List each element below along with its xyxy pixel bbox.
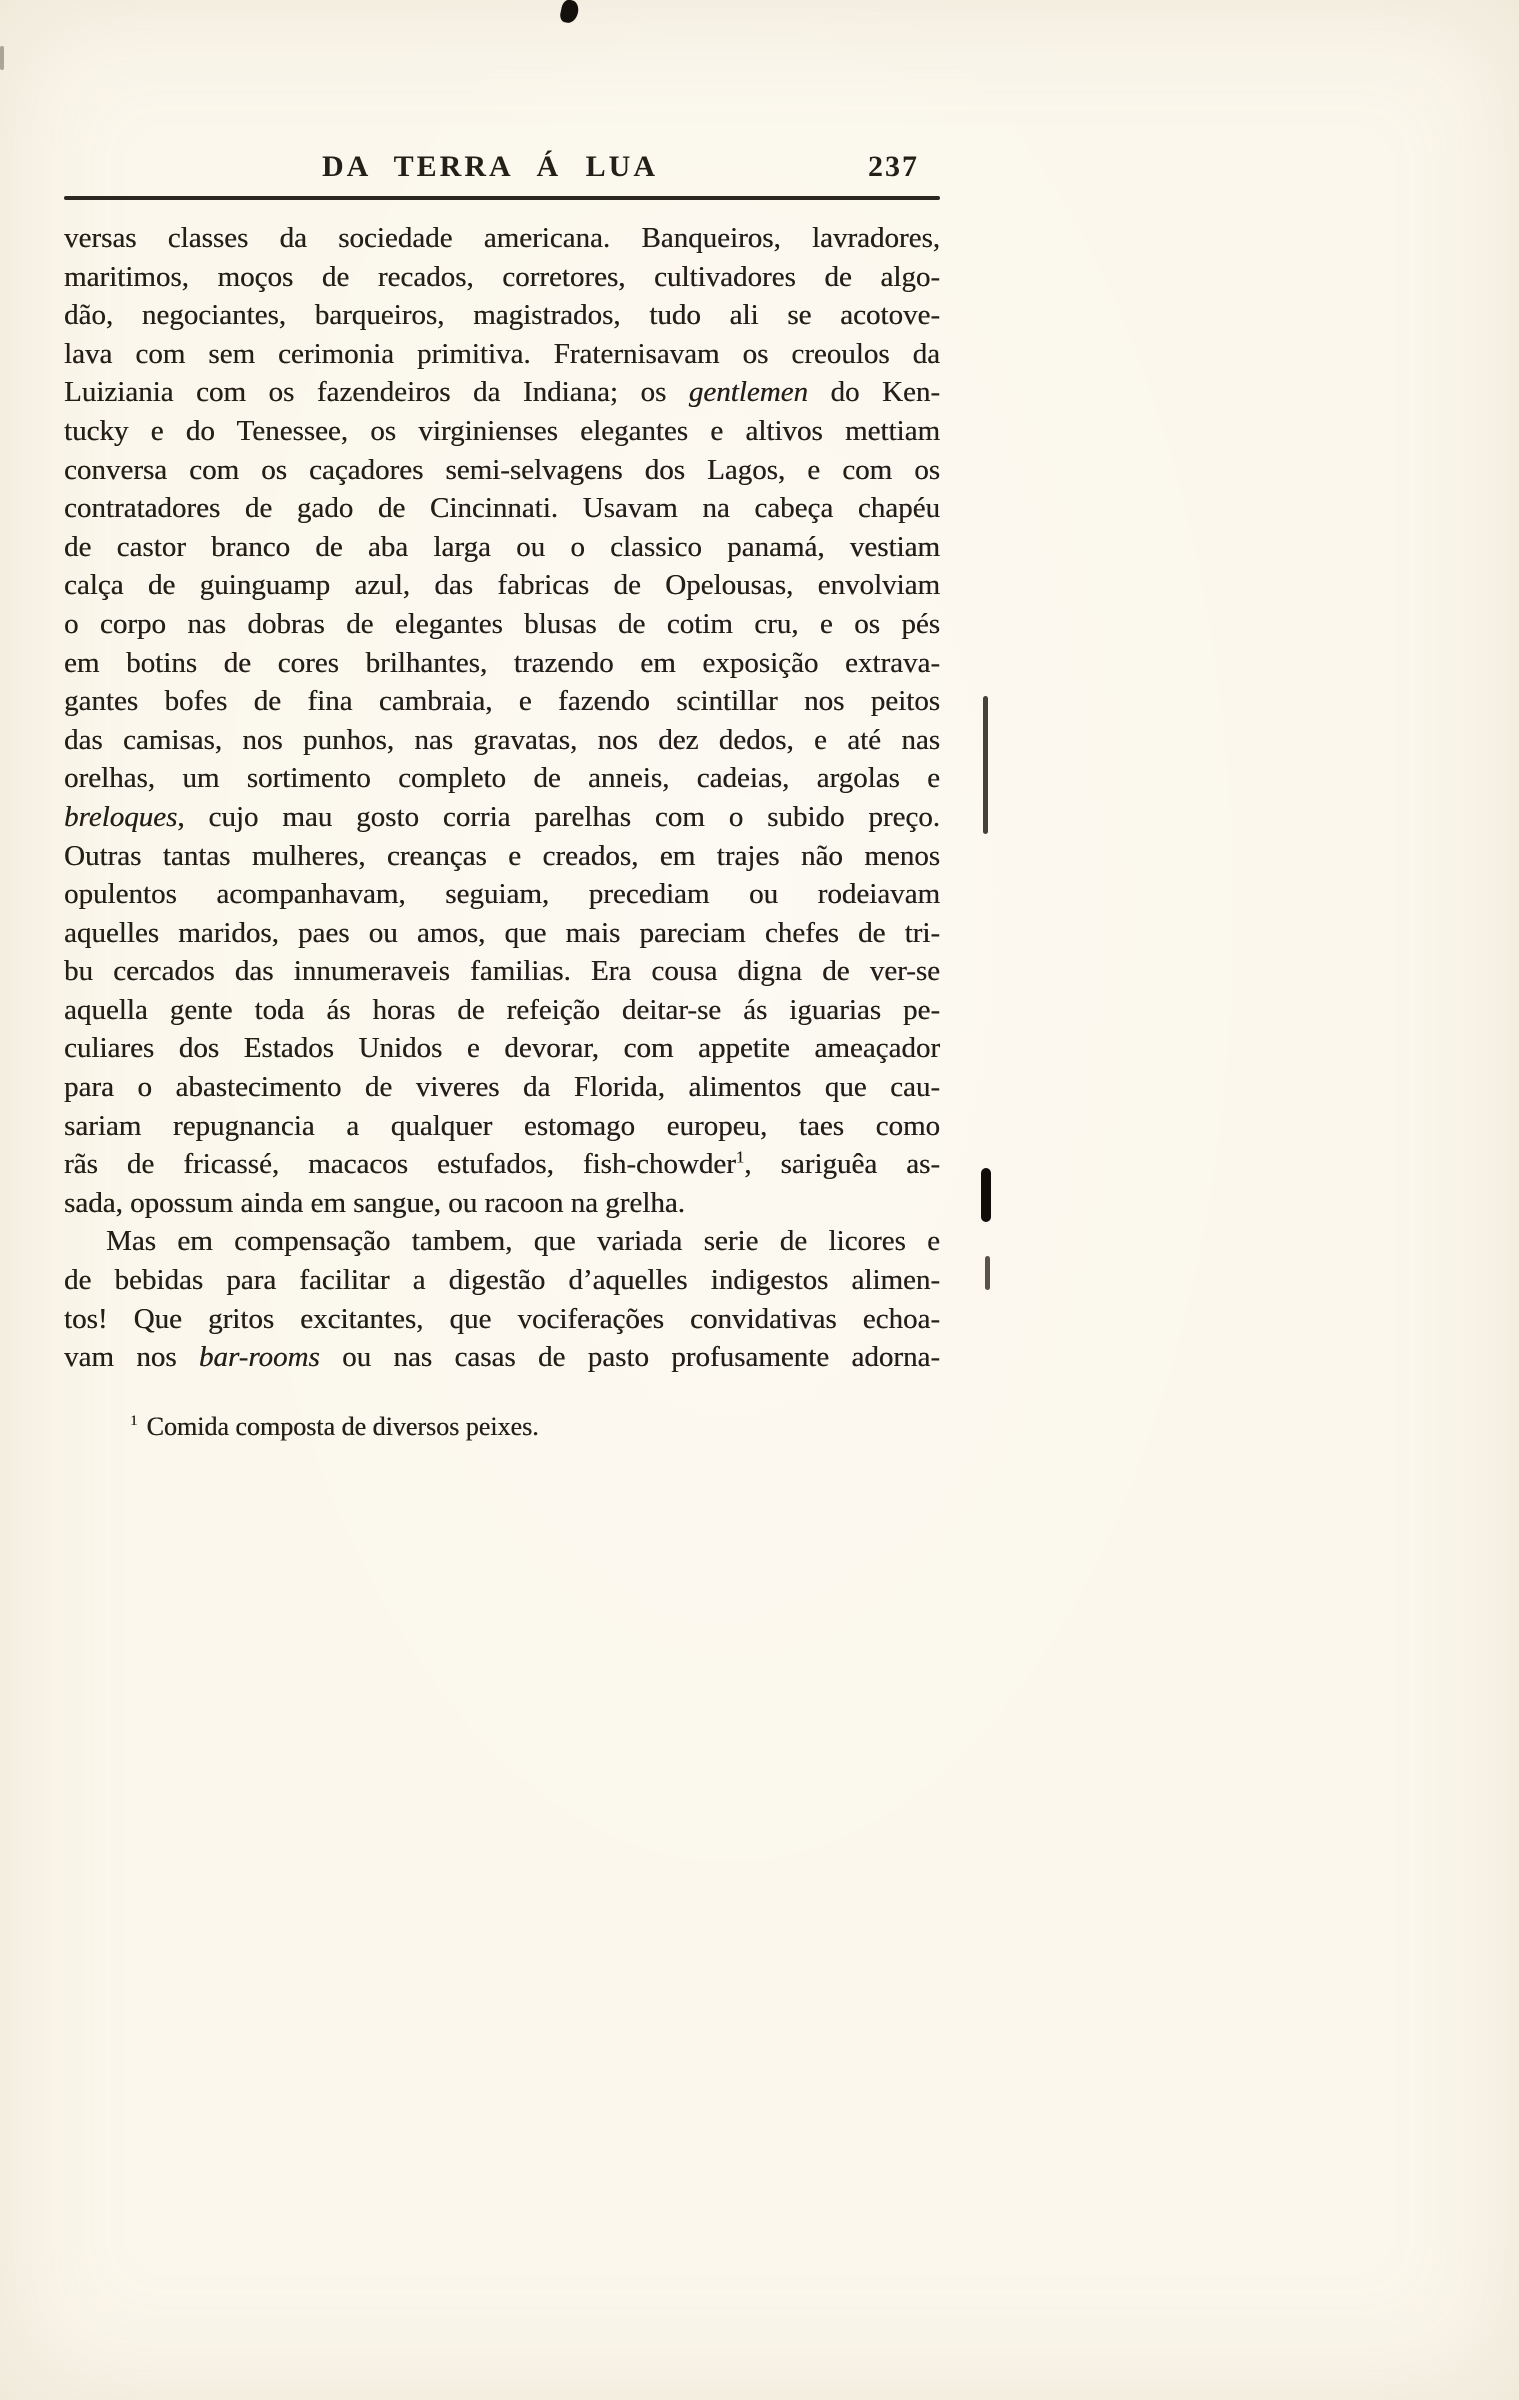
footnote-text: Comida composta de diversos peixes. — [146, 1412, 539, 1441]
text-line — [64, 219, 940, 258]
italic-text: breloques — [64, 800, 178, 833]
text-line — [64, 875, 940, 914]
text-segment: de castor branco de aba larga ou o classico panamá, vestiam — [64, 530, 940, 563]
footnote — [130, 1412, 539, 1442]
text-segment: opulentos acompanhavam, seguiam, precediam ou rodeiavam — [64, 878, 940, 911]
text-line — [64, 991, 940, 1030]
italic-text: gentlemen — [688, 376, 808, 409]
text-segment: culiares dos Estados Unidos e devorar, com appetite ameaçador — [64, 1032, 940, 1065]
text-line — [64, 412, 940, 451]
text-segment: em botins de cores brilhantes, trazendo em exposição extrava- — [64, 646, 940, 679]
text-line — [64, 1029, 940, 1068]
scan-edge-mark — [981, 1168, 991, 1222]
scan-edge-mark — [983, 696, 988, 834]
text-segment: Outras tantas mulheres, creanças e creados, em trajes não menos — [64, 839, 940, 872]
text-segment: orelhas, um sortimento completo de anneis, cadeias, argolas e — [64, 762, 940, 795]
text-segment: ou nas casas de pasto profusamente adorna- — [319, 1341, 940, 1374]
page-number: 237 — [868, 150, 919, 183]
text-segment: sada, opossum ainda em sangue, ou racoon na grelha. — [64, 1186, 685, 1219]
text-line — [64, 489, 940, 528]
text-line — [64, 759, 940, 798]
scan-edge-mark — [0, 46, 4, 70]
text-line — [64, 1261, 940, 1300]
text-line — [64, 644, 940, 683]
text-segment: vam nos — [64, 1341, 199, 1374]
text-line — [64, 837, 940, 876]
text-segment: rãs de fricassé, macacos estufados, fish-chowder — [64, 1148, 736, 1181]
text-line — [64, 335, 940, 374]
text-line — [64, 605, 940, 644]
text-line — [64, 1068, 940, 1107]
scan-edge-mark — [985, 1256, 990, 1290]
text-line — [64, 1222, 940, 1261]
ink-blot — [559, 0, 580, 25]
text-segment: conversa com os caçadores semi-selvagens dos Lagos, e com os — [64, 453, 940, 486]
text-segment: , sariguêa as- — [744, 1148, 940, 1181]
text-line — [64, 914, 940, 953]
text-segment: Luiziania com os fazendeiros da Indiana; os — [64, 376, 689, 409]
head-rule — [64, 196, 940, 200]
text-line — [64, 451, 940, 490]
text-line — [64, 1184, 940, 1223]
text-line — [64, 528, 940, 567]
text-segment: calça de guinguamp azul, das fabricas de Opelousas, envolviam — [64, 569, 940, 602]
text-line — [64, 296, 940, 335]
text-line — [64, 798, 940, 837]
text-segment: do Ken- — [807, 376, 940, 409]
text-segment: tos! Que gritos excitantes, que vociferações convidativas echoa- — [64, 1302, 940, 1335]
text-line — [64, 1107, 940, 1146]
text-segment: bu cercados das innumeraveis familias. Era cousa digna de ver-se — [64, 955, 940, 988]
text-segment: dão, negociantes, barqueiros, magistrados, tudo ali se acotove- — [64, 299, 940, 332]
text-line — [64, 1145, 940, 1184]
text-line — [64, 952, 940, 991]
text-segment: aquella gente toda ás horas de refeição deitar-se ás iguarias pe- — [64, 993, 940, 1026]
footnote-ref: 1 — [735, 1147, 745, 1167]
running-head-title: DA TERRA Á LUA — [322, 150, 658, 183]
text-line — [64, 721, 940, 760]
text-segment: versas classes da sociedade americana. Banqueiros, lavradores, — [64, 222, 940, 254]
text-line — [64, 682, 940, 721]
text-line — [64, 258, 940, 297]
text-line — [64, 1338, 940, 1377]
text-line — [64, 373, 940, 412]
text-segment: sariam repugnancia a qualquer estomago europeu, taes como — [64, 1109, 940, 1142]
body-text — [64, 219, 940, 1377]
text-segment: maritimos, moços de recados, corretores, cultivadores de algo- — [64, 260, 940, 293]
text-segment: , cujo mau gosto corria parelhas com o subido preço. — [177, 800, 940, 833]
text-segment: Mas em compensação tambem, que variada serie de licores e — [106, 1225, 940, 1258]
text-line — [64, 1300, 940, 1339]
text-segment: aquelles maridos, paes ou amos, que mais pareciam chefes de tri- — [64, 916, 940, 949]
text-segment: contratadores de gado de Cincinnati. Usavam na cabeça chapéu — [64, 492, 940, 525]
text-segment: de bebidas para facilitar a digestão d’aquelles indigestos alimen- — [64, 1264, 940, 1297]
text-line — [64, 566, 940, 605]
footnote-marker: 1 — [130, 1413, 138, 1430]
text-segment: das camisas, nos punhos, nas gravatas, nos dez dedos, e até nas — [64, 723, 940, 756]
italic-text: bar-rooms — [198, 1341, 320, 1374]
text-segment: tucky e do Tenessee, os virginienses elegantes e altivos mettiam — [64, 414, 940, 447]
text-segment: o corpo nas dobras de elegantes blusas de cotim cru, e os pés — [64, 607, 940, 640]
text-segment: lava com sem cerimonia primitiva. Fraternisavam os creoulos da — [64, 337, 940, 370]
text-segment: gantes bofes de fina cambraia, e fazendo scintillar nos peitos — [64, 685, 940, 718]
text-segment: para o abastecimento de viveres da Florida, alimentos que cau- — [64, 1071, 940, 1104]
